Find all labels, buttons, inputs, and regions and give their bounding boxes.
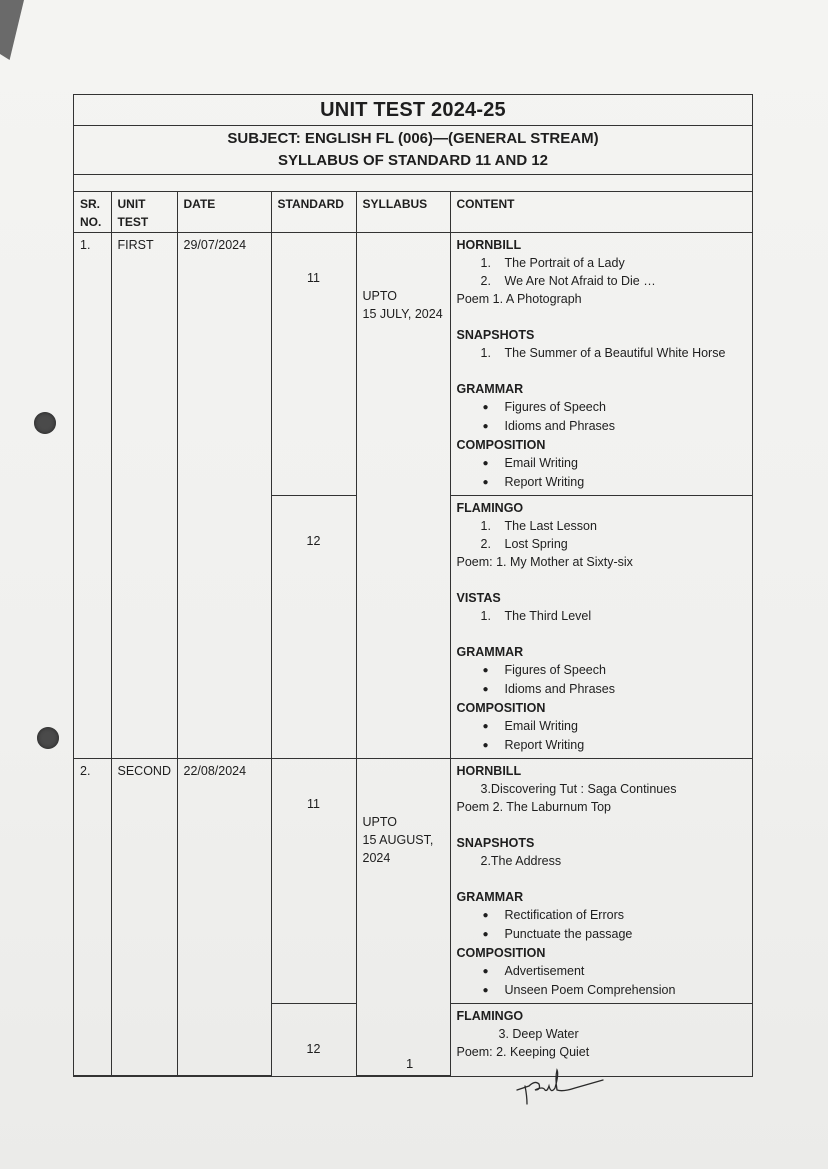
bullet-icon: ●: [482, 665, 489, 676]
book-heading: FLAMINGO: [456, 501, 524, 515]
standard-value: 12: [306, 1042, 321, 1056]
table-header-row: [74, 192, 752, 233]
spacer-row: [74, 175, 752, 192]
signature-icon: [515, 1068, 610, 1108]
header-sr-no: SR. NO.: [74, 192, 111, 233]
list-item: 3. Deep Water: [498, 1027, 579, 1041]
composition-heading: COMPOSITION: [456, 946, 546, 960]
bullet-icon: ●: [482, 421, 489, 432]
composition-heading: COMPOSITION: [456, 438, 546, 452]
book-heading: SNAPSHOTS: [456, 836, 535, 850]
list-item: 2.The Address: [480, 854, 562, 868]
list-item: 1. The Last Lesson: [480, 519, 597, 533]
book-heading: VISTAS: [456, 591, 501, 605]
header-date: DATE: [177, 192, 271, 233]
bullet-icon: ●: [482, 985, 489, 996]
content-cell: [450, 496, 752, 759]
book-heading: HORNBILL: [456, 764, 522, 778]
sr-no-cell: 1.: [74, 233, 111, 759]
list-item: ● Report Writing: [457, 473, 747, 492]
list-item: ● Idioms and Phrases: [457, 417, 747, 436]
standard-cell: [271, 233, 356, 496]
bullet-icon: ●: [482, 684, 489, 695]
list-item: 2. Lost Spring: [480, 537, 568, 551]
header-content: CONTENT: [450, 192, 752, 233]
subject-line: SUBJECT: ENGLISH FL (006)—(GENERAL STREAM): [227, 130, 599, 147]
syllabus-line: 15 AUGUST,: [362, 833, 434, 847]
syllabus-table: [74, 192, 752, 1076]
list-item: 1. The Third Level: [480, 609, 592, 623]
bullet-icon: ●: [482, 929, 489, 940]
list-item: ● Email Writing: [457, 454, 747, 473]
grammar-heading: GRAMMAR: [456, 890, 524, 904]
date-cell: 29/07/2024: [177, 233, 271, 759]
bullet-icon: ●: [482, 966, 489, 977]
list-item: 2. We Are Not Afraid to Die …: [480, 274, 656, 288]
header-syllabus: SYLLABUS: [356, 192, 450, 233]
standard-value: 11: [307, 797, 320, 811]
header-unit-test: UNIT TEST: [111, 192, 177, 233]
syllabus-line: 2024: [362, 851, 391, 865]
table-row: [74, 759, 752, 1004]
syllabus-line: 15 JULY, 2024: [362, 307, 443, 321]
grammar-heading: GRAMMAR: [456, 645, 524, 659]
book-heading: FLAMINGO: [456, 1009, 524, 1023]
bullet-icon: ●: [482, 910, 489, 921]
document-title: UNIT TEST 2024-25: [74, 95, 752, 126]
table-row: [74, 233, 752, 496]
syllabus-document: [73, 94, 753, 1077]
composition-heading: COMPOSITION: [456, 701, 546, 715]
sr-no-cell: 2.: [74, 759, 111, 1076]
date-cell: 22/08/2024: [177, 759, 271, 1076]
standard-cell: [271, 759, 356, 1004]
book-heading: HORNBILL: [456, 238, 522, 252]
unit-test-cell: FIRST: [111, 233, 177, 759]
bullet-icon: ●: [482, 721, 489, 732]
standard-cell: [271, 1004, 356, 1076]
list-item: 1. The Summer of a Beautiful White Horse: [480, 346, 726, 360]
punch-hole-icon: [34, 412, 56, 434]
standard-value: 12: [306, 534, 321, 548]
standard-cell: [271, 496, 356, 759]
bullet-icon: ●: [482, 402, 489, 413]
poem-line: Poem 1. A Photograph: [456, 292, 582, 306]
bullet-icon: ●: [482, 477, 489, 488]
page-number: 1: [406, 1056, 414, 1071]
list-item: 1. The Portrait of a Lady: [480, 256, 625, 270]
poem-line: Poem: 1. My Mother at Sixty-six: [456, 555, 633, 569]
list-item: ● Rectification of Errors: [457, 906, 747, 925]
list-item: ● Figures of Speech: [457, 661, 747, 680]
syllabus-line: UPTO: [362, 289, 397, 303]
list-item: ● Report Writing: [457, 736, 747, 755]
syllabus-cell: [356, 759, 450, 1076]
content-cell: [450, 1004, 752, 1076]
punch-hole-icon: [37, 727, 59, 749]
poem-line: Poem 2. The Laburnum Top: [456, 800, 611, 814]
poem-line: Poem: 2. Keeping Quiet: [456, 1045, 590, 1059]
list-item: ● Figures of Speech: [457, 398, 747, 417]
unit-test-cell: SECOND: [111, 759, 177, 1076]
bullet-icon: ●: [482, 458, 489, 469]
list-item: ● Punctuate the passage: [457, 925, 747, 944]
content-cell: [450, 233, 752, 496]
list-item: 3.Discovering Tut : Saga Continues: [480, 782, 677, 796]
list-item: ● Unseen Poem Comprehension: [457, 981, 747, 1000]
bullet-icon: ●: [482, 740, 489, 751]
standard-value: 11: [307, 271, 320, 285]
content-cell: [450, 759, 752, 1004]
grammar-heading: GRAMMAR: [456, 382, 524, 396]
syllabus-line: UPTO: [362, 815, 397, 829]
list-item: ● Idioms and Phrases: [457, 680, 747, 699]
book-heading: SNAPSHOTS: [456, 328, 535, 342]
header-standard: STANDARD: [271, 192, 356, 233]
syllabus-cell: [356, 233, 450, 759]
list-item: ● Email Writing: [457, 717, 747, 736]
document-subtitle: [74, 126, 752, 175]
list-item: ● Advertisement: [457, 962, 747, 981]
syllabus-of-line: SYLLABUS OF STANDARD 11 AND 12: [277, 152, 549, 169]
